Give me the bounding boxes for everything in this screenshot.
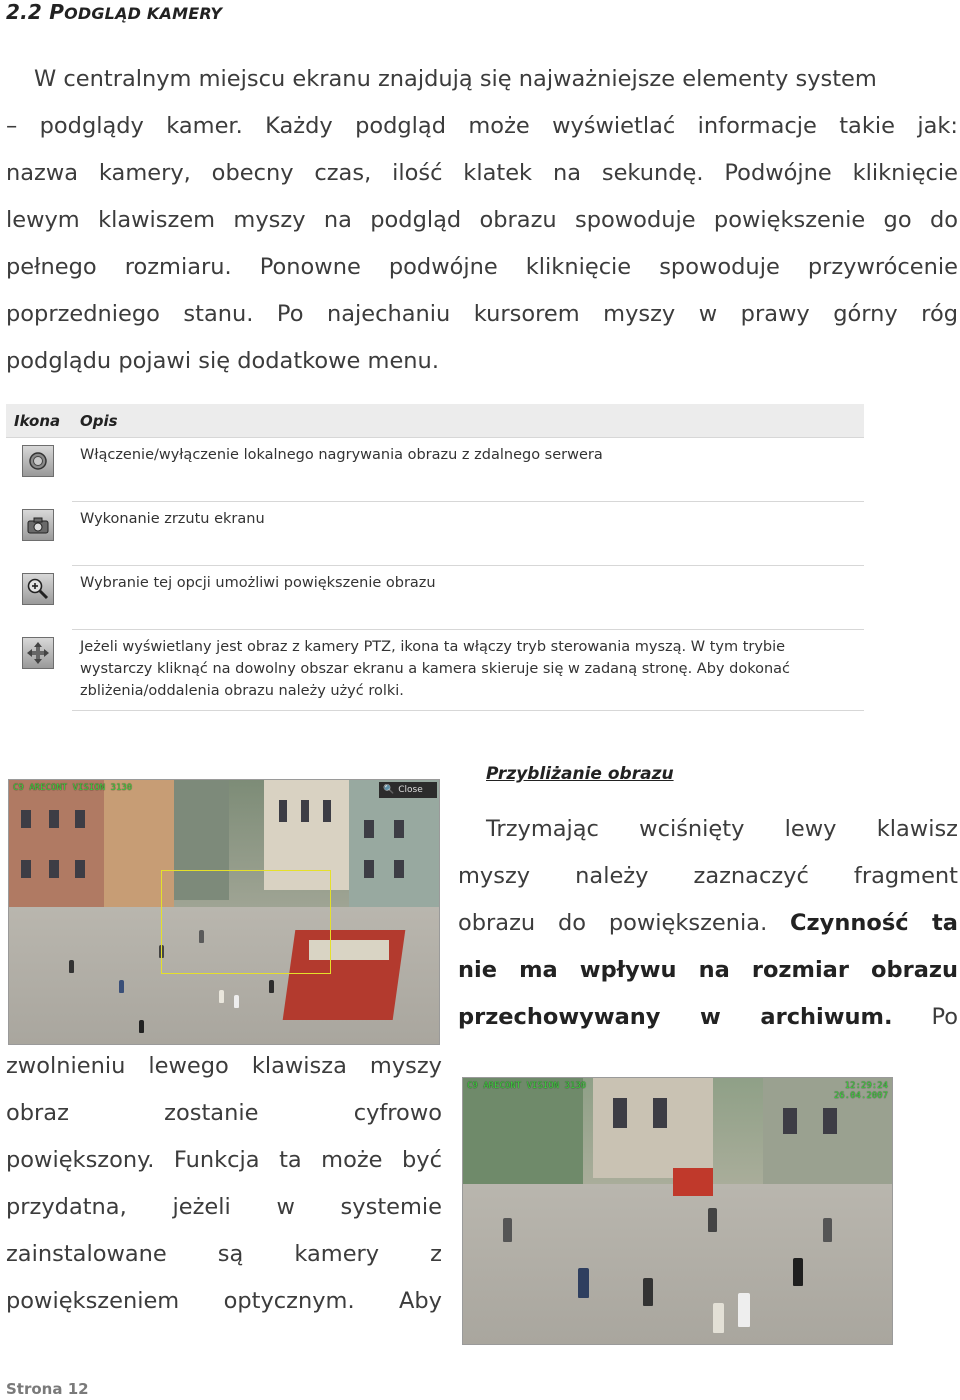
page-number: Strona 12 (6, 1380, 89, 1398)
zoom-line: Trzymając wciśnięty lewy klawisz (486, 816, 958, 842)
intro-line: – podglądy kamer. Każdy podgląd może wyświetlać informacje takie jak: (6, 113, 958, 139)
zoom-icon[interactable] (22, 573, 54, 605)
time-overlay: 12:29:24 26.04.2007 (833, 1081, 888, 1101)
zoom-line: powiększony. Funkcja ta może być (6, 1147, 442, 1173)
record-icon[interactable] (22, 445, 54, 477)
camera-screenshot-zoom-selection (8, 779, 440, 1045)
camera-snapshot-icon[interactable] (22, 509, 54, 541)
row-description: Włączenie/wyłączenie lokalnego nagrywania obrazu z zdalnego serwera (72, 438, 864, 502)
header-description: Opis (72, 404, 864, 438)
intro-line: podglądu pojawi się dodatkowe menu. (6, 348, 439, 374)
ptz-move-icon[interactable] (22, 637, 54, 669)
icon-table-row (6, 630, 864, 711)
zoom-section-heading: Przybliżanie obrazu (486, 764, 674, 784)
preview-menu (379, 782, 437, 798)
intro-line: W centralnym miejscu ekranu znajdują się najważniejsze elementy system (34, 66, 877, 92)
row-description: Wykonanie zrzutu ekranu (72, 502, 864, 566)
icon-table-header (6, 404, 864, 438)
icon-table (6, 404, 864, 711)
zoom-text-left (6, 1043, 442, 1325)
zoom-text-right (458, 806, 958, 1041)
row-description: Wybranie tej opcji umożliwi powiększenie obrazu (72, 566, 864, 630)
intro-line: poprzedniego stanu. Po najechaniu kursorem myszy w prawy górny róg (6, 301, 958, 327)
header-icon: Ikona (6, 404, 72, 438)
icon-table-row (6, 502, 864, 566)
camera-name-overlay: C9 ARECONT VISION 3130 (13, 783, 133, 793)
zoom-selection-rectangle[interactable] (161, 870, 331, 974)
icon-table-row (6, 566, 864, 630)
icon-table-row (6, 438, 864, 502)
camera-name-overlay: C9 ARECONT VISION 3130 (467, 1081, 587, 1091)
zoom-line: myszy należy zaznaczyć fragment (458, 863, 958, 889)
zoom-line: zwolnieniu lewego klawisza myszy (6, 1053, 442, 1079)
zoom-line: powiększeniem optycznym. Aby (6, 1288, 442, 1314)
zoom-line: nie ma wpływu na rozmiar obrazu (458, 957, 958, 983)
row-description: Jeżeli wyświetlany jest obraz z kamery PTZ, ikona ta włączy tryb sterowania myszą. W tym trybie wystarczy kliknąć na dowolny obszar ekranu a kamera skieruje się w zadaną stronę. Aby dokonać zbliżenia/oddalenia obrazu należy użyć rolki. (72, 630, 864, 711)
intro-line: nazwa kamery, obecny czas, ilość klatek na sekundę. Podwójne kliknięcie (6, 160, 958, 186)
intro-line: lewym klawiszem myszy na podgląd obrazu spowoduje powiększenie go do (6, 207, 958, 233)
zoom-line: przydatna, jeżeli w systemie (6, 1194, 442, 1220)
section-heading: 2.2 PODGLĄD KAMERY (6, 0, 223, 24)
zoom-line: przechowywany w archiwum. Po (458, 1004, 959, 1030)
zoom-icon[interactable]: 🔍 (383, 785, 395, 795)
intro-line: pełnego rozmiaru. Ponowne podwójne kliknięcie spowoduje przywrócenie (6, 254, 958, 280)
camera-screenshot-zoomed (462, 1077, 893, 1345)
zoom-line: obrazu do powiększenia. Czynność ta (458, 910, 958, 936)
zoom-line: obraz zostanie cyfrowo (6, 1100, 442, 1126)
intro-paragraph (6, 56, 958, 385)
zoom-line: zainstalowane są kamery z (6, 1241, 442, 1267)
close-button[interactable]: Close (398, 785, 423, 795)
